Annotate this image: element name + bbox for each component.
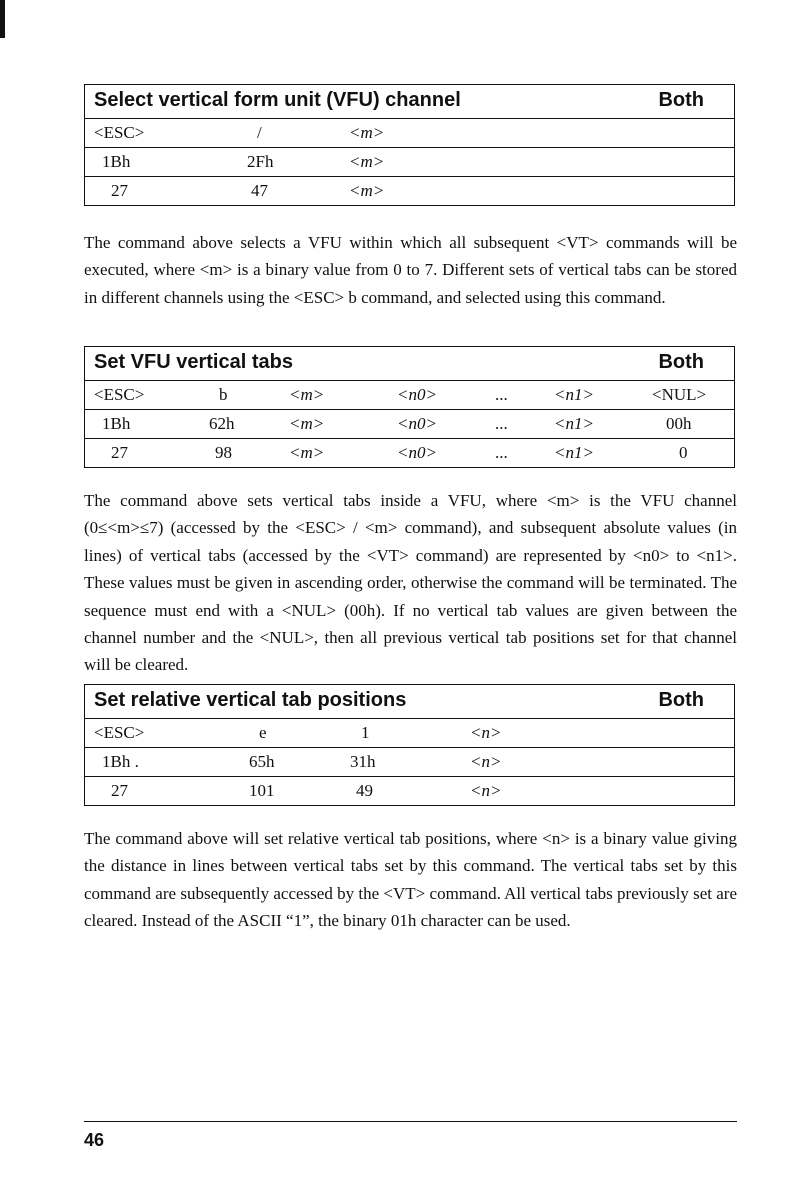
table-cell: 1Bh bbox=[102, 414, 131, 433]
command-table-set-relative-vertical-tabs bbox=[84, 684, 735, 806]
table-cell: ... bbox=[495, 443, 508, 462]
table-cell: / bbox=[257, 123, 262, 142]
table-cell: <m> bbox=[289, 385, 325, 404]
table-row bbox=[85, 119, 734, 148]
table-cell: <ESC> bbox=[94, 123, 145, 142]
table-cell: 27 bbox=[111, 443, 128, 462]
table-cell: <n> bbox=[470, 752, 502, 771]
table-cell: e bbox=[259, 723, 267, 742]
table-cell: <ESC> bbox=[94, 723, 145, 742]
command-title: Set relative vertical tab positions bbox=[94, 689, 407, 711]
table-cell: ... bbox=[495, 414, 508, 433]
table-cell: <n1> bbox=[554, 385, 594, 404]
table-cell: ... bbox=[495, 385, 508, 404]
table-cell: <n0> bbox=[397, 414, 437, 433]
table-row bbox=[85, 177, 734, 205]
table-cell: 47 bbox=[251, 181, 268, 200]
table-cell: 1Bh bbox=[102, 152, 131, 171]
table-row bbox=[85, 777, 734, 805]
table-cell: 62h bbox=[209, 414, 235, 433]
table-cell: 00h bbox=[666, 414, 692, 433]
table-cell: <m> bbox=[349, 152, 385, 171]
table-cell: 27 bbox=[111, 181, 128, 200]
description-paragraph: The command above selects a VFU within which all subsequent <VT> commands will be executed, where <m> is a binary value from 0 to 7. Different sets of vertical tabs can be stored in different channels using the <ESC> b command, and selected using this command. bbox=[84, 233, 737, 307]
table-cell: 1 bbox=[361, 723, 370, 742]
table-cell: <n1> bbox=[554, 443, 594, 462]
command-table-header bbox=[85, 347, 734, 381]
table-cell: 2Fh bbox=[247, 152, 274, 171]
description-paragraph: The command above will set relative vertical tab positions, where <n> is a binary value giving the distance in lines between vertical tabs set by this command. The vertical tabs set by this command are subsequently accessed by the <VT> command. All vertical tabs previously set are cleared. Instead of the ASCII “1”, the binary 01h character can be used. bbox=[84, 829, 737, 931]
footer-rule bbox=[84, 1121, 737, 1122]
table-row bbox=[85, 719, 734, 748]
table-cell: <m> bbox=[349, 123, 385, 142]
table-cell: <n0> bbox=[397, 443, 437, 462]
table-row bbox=[85, 439, 734, 467]
table-cell: 65h bbox=[249, 752, 275, 771]
command-title: Set VFU vertical tabs bbox=[94, 351, 293, 373]
table-cell: <n> bbox=[470, 723, 502, 742]
table-cell: 27 bbox=[111, 781, 128, 800]
command-table-set-vfu-vertical-tabs bbox=[84, 346, 735, 468]
description-paragraph: The command above sets vertical tabs inside a VFU, where <m> is the VFU channel (0≤<m>≤7) (accessed by the <ESC> / <m> command), and subsequent absolute values (in lines) of vertical tabs (accessed by the <VT> command) are represented by <n0> to <n1>. These values must be given in ascending order, otherwise the command will be terminated. The sequence must end with a <NUL> (00h). If no vertical tab values are given between the channel number and the <NUL>, then all previous vertical tab positions set for that channel will be cleared. bbox=[84, 491, 737, 675]
command-mode: Both bbox=[658, 89, 704, 111]
command-mode: Both bbox=[658, 689, 704, 711]
command-table-select-vfu-channel bbox=[84, 84, 735, 206]
table-cell: b bbox=[219, 385, 228, 404]
table-cell: 0 bbox=[679, 443, 688, 462]
table-cell: <ESC> bbox=[94, 385, 145, 404]
table-row bbox=[85, 381, 734, 410]
table-row bbox=[85, 410, 734, 439]
table-cell: <n0> bbox=[397, 385, 437, 404]
table-cell: 49 bbox=[356, 781, 373, 800]
table-cell: <n> bbox=[470, 781, 502, 800]
table-row bbox=[85, 148, 734, 177]
table-cell: <NUL> bbox=[652, 385, 707, 404]
table-row bbox=[85, 748, 734, 777]
table-cell: 101 bbox=[249, 781, 275, 800]
scan-edge-mark bbox=[0, 0, 5, 38]
table-cell: <m> bbox=[289, 414, 325, 433]
table-cell: 31h bbox=[350, 752, 376, 771]
table-cell: <m> bbox=[349, 181, 385, 200]
table-cell: <n1> bbox=[554, 414, 594, 433]
command-title: Select vertical form unit (VFU) channel bbox=[94, 89, 461, 111]
table-cell: <m> bbox=[289, 443, 325, 462]
page-number: 46 bbox=[84, 1130, 105, 1150]
table-cell: 1Bh . bbox=[102, 752, 139, 771]
command-table-header bbox=[85, 685, 734, 719]
command-table-header bbox=[85, 85, 734, 119]
command-mode: Both bbox=[658, 351, 704, 373]
table-cell: 98 bbox=[215, 443, 232, 462]
